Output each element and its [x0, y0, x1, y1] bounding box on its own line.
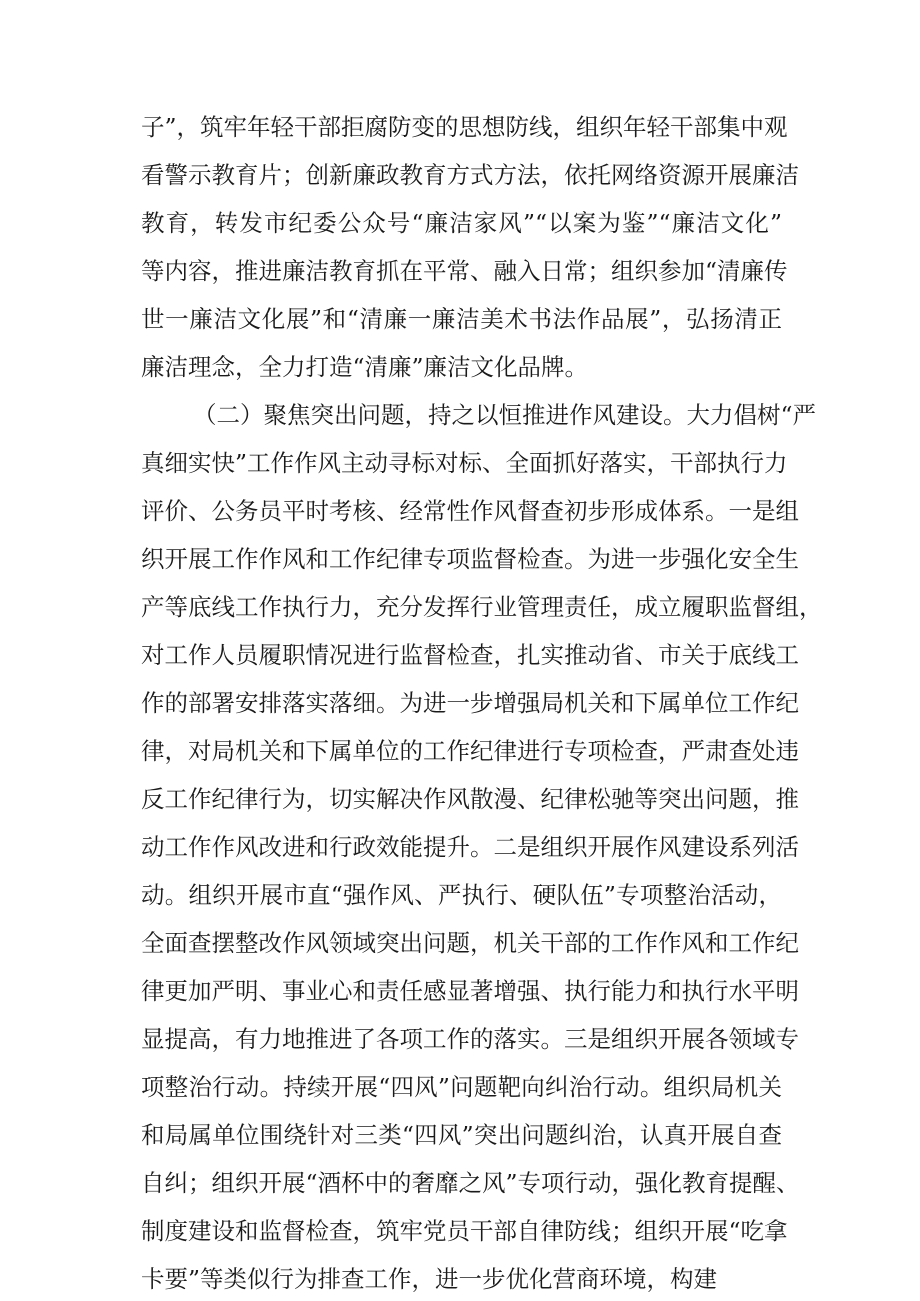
body-line: 制度建设和监督检查，筑牢党员干部自律防线；组织开展“吃拿 [141, 1217, 788, 1245]
body-line: 对工作人员履职情况进行监督检查，扎实推动省、市关于底线工 [141, 641, 799, 669]
body-line: 动工作作风改进和行政效能提升。二是组织开展作风建设系列活 [141, 833, 799, 861]
body-line: 子”，筑牢年轻干部拒腐防变的思想防线，组织年轻干部集中观 [141, 113, 788, 141]
body-line: 自纠；组织开展“酒杯中的奢靡之风”专项行动，强化教育提醒、 [141, 1169, 800, 1197]
body-line: 作的部署安排落实落细。为进一步增强局机关和下属单位工作纪 [141, 689, 799, 717]
body-line: 等内容，推进廉洁教育抓在平常、融入日常；组织参加“清廉传 [141, 257, 788, 285]
section-heading-line: （二）聚焦突出问题，持之以恒推进作风建设。大力倡树“严 [193, 401, 817, 429]
body-line: 教育，转发市纪委公众号“廉洁家风”“以案为鉴”“廉洁文化” [141, 209, 782, 237]
body-line: 产等底线工作执行力，充分发挥行业管理责任，成立履职监督组， [141, 593, 823, 621]
body-line: 显提高，有力地推进了各项工作的落实。三是组织开展各领域专 [141, 1025, 799, 1053]
body-line: 动。组织开展市直“强作风、严执行、硬队伍”专项整治活动， [141, 881, 782, 909]
body-line: 真细实快”工作作风主动寻标对标、全面抓好落实，干部执行力 [141, 449, 788, 477]
body-line: 和局属单位围绕针对三类“四风”突出问题纠治，认真开展自查 [141, 1121, 782, 1149]
body-line: 世一廉洁文化展”和“清廉一廉洁美术书法作品展”，弘扬清正 [141, 305, 782, 333]
body-line: 项整治行动。持续开展“四风”问题靶向纠治行动。组织局机关 [141, 1073, 782, 1101]
paragraph-end-line: 廉洁理念，全力打造“清廉”廉洁文化品牌。 [141, 353, 589, 381]
body-line: 看警示教育片；创新廉政教育方式方法，依托网络资源开展廉洁 [141, 161, 799, 189]
body-line: 律，对局机关和下属单位的工作纪律进行专项检查，严肃查处违 [141, 737, 799, 765]
body-line: 反工作纪律行为，切实解决作风散漫、纪律松驰等突出问题，推 [141, 785, 799, 813]
body-line: 全面查摆整改作风领域突出问题，机关干部的工作作风和工作纪 [141, 929, 799, 957]
body-line: 卡要”等类似行为排查工作，进一步优化营商环境，构建 [141, 1265, 718, 1293]
body-line: 评价、公务员平时考核、经常性作风督查初步形成体系。一是组 [141, 497, 799, 525]
body-line: 织开展工作作风和工作纪律专项监督检查。为进一步强化安全生 [141, 545, 799, 573]
body-line: 律更加严明、事业心和责任感显著增强、执行能力和执行水平明 [141, 977, 799, 1005]
